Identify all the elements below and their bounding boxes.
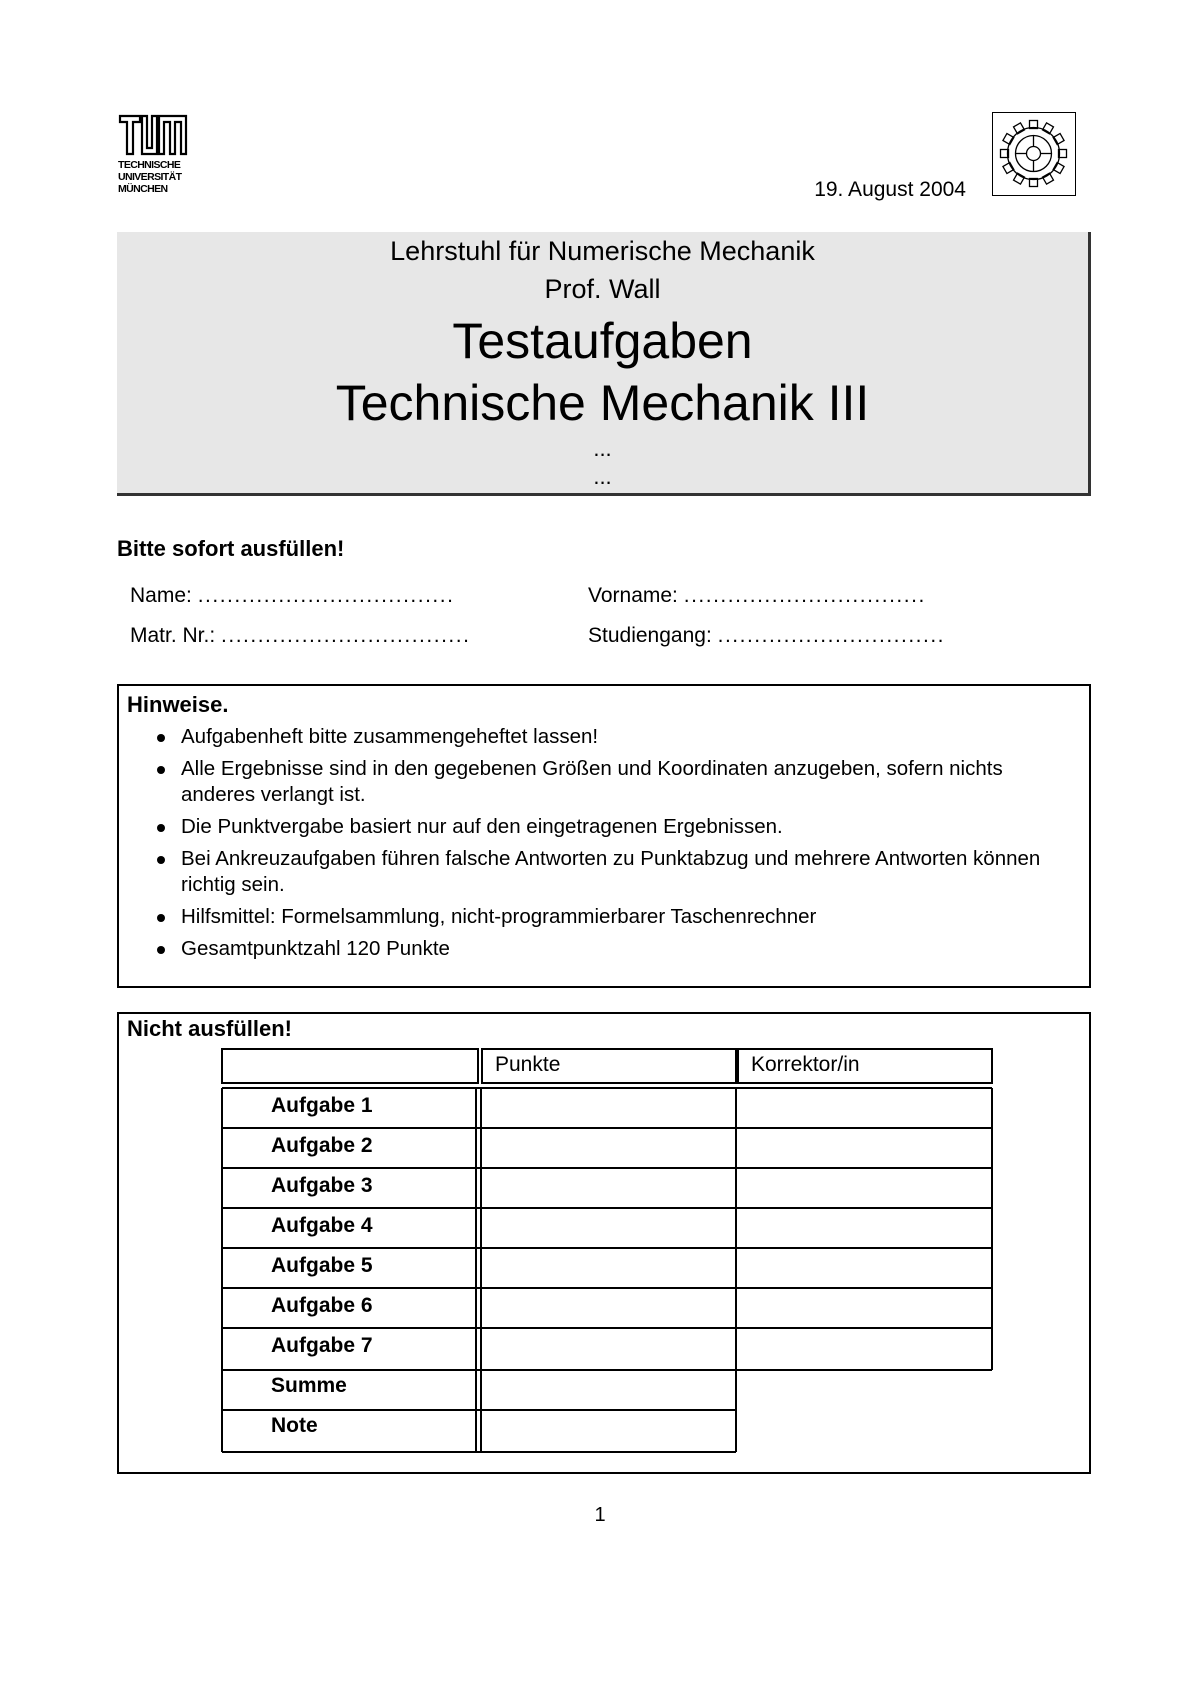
list-item — [119, 756, 1085, 808]
tum-logo — [118, 114, 194, 200]
professor-name: Prof. Wall — [544, 274, 661, 304]
note-text: Gesamtpunktzahl 120 Punkte — [181, 937, 450, 960]
firstname-field[interactable] — [588, 584, 926, 608]
list-item — [119, 846, 1085, 898]
list-item — [119, 724, 1085, 750]
note-text: Hilfsmittel: Formelsammlung, nicht-programmierbarer Taschenrechner — [181, 905, 817, 928]
table-row-summe: Summe — [271, 1374, 347, 1397]
table-row-aufgabe-5: Aufgabe 5 — [271, 1254, 373, 1277]
bullet-icon — [157, 824, 165, 832]
notes-heading: Hinweise. — [127, 692, 229, 717]
name-label: Name: — [130, 584, 192, 607]
list-item — [119, 936, 1085, 962]
document-date: 19. August 2004 — [814, 178, 966, 201]
logo-text-line3: MÜNCHEN — [118, 183, 168, 195]
course-title: Technische Mechanik III — [335, 375, 870, 431]
table-row-aufgabe-1: Aufgabe 1 — [271, 1094, 373, 1117]
note-text: Alle Ergebnisse sind in den gegebenen Größen und Koordinaten anzugeben, sofern nichts anderes verlangt ist. — [181, 757, 1003, 806]
score-heading: Nicht ausfüllen! — [127, 1016, 293, 1041]
document-title: Testaufgaben — [452, 313, 753, 369]
bullet-icon — [157, 766, 165, 774]
notes-list — [119, 724, 1085, 968]
logo-text-line2: UNIVERSITÄT — [118, 171, 182, 183]
notes-box — [117, 684, 1091, 988]
table-row-aufgabe-4: Aufgabe 4 — [271, 1214, 373, 1237]
table-row-aufgabe-7: Aufgabe 7 — [271, 1334, 373, 1357]
page-number: 1 — [594, 1504, 606, 1526]
name-field[interactable] — [130, 584, 454, 608]
header-ellipsis-1: ... — [593, 436, 612, 461]
note-text: Bei Ankreuzaufgaben führen falsche Antworten zu Punktabzug und mehrere Antworten können richtig sein. — [181, 847, 1041, 896]
bullet-icon — [157, 946, 165, 954]
table-row-note: Note — [271, 1414, 318, 1437]
note-text: Die Punktvergabe basiert nur auf den eingetragenen Ergebnissen. — [181, 815, 783, 838]
list-item — [119, 904, 1085, 930]
study-program-label: Studiengang: — [588, 624, 712, 647]
list-item — [119, 814, 1085, 840]
firstname-dotted-line: ................................. — [683, 584, 926, 607]
tum-logo-mark — [118, 114, 188, 156]
bullet-icon — [157, 734, 165, 742]
study-program-field[interactable] — [588, 624, 945, 648]
points-column-header: Punkte — [481, 1048, 737, 1084]
bullet-icon — [157, 856, 165, 864]
matriculation-field[interactable] — [130, 624, 470, 648]
bullet-icon — [157, 914, 165, 922]
matriculation-label: Matr. Nr.: — [130, 624, 216, 647]
note-text: Aufgabenheft bitte zusammengeheftet lassen! — [181, 725, 599, 748]
corrector-column-header: Korrektor/in — [737, 1048, 993, 1084]
firstname-label: Vorname: — [588, 584, 678, 607]
title-block — [117, 232, 1091, 496]
fill-in-heading: Bitte sofort ausfüllen! — [117, 536, 345, 561]
university-seal — [992, 112, 1076, 196]
logo-text-line1: TECHNISCHE — [118, 159, 181, 171]
study-program-dotted-line: ............................... — [717, 624, 945, 647]
name-dotted-line: ................................... — [197, 584, 455, 607]
matriculation-dotted-line: .................................. — [221, 624, 471, 647]
table-row-aufgabe-3: Aufgabe 3 — [271, 1174, 373, 1197]
header-ellipsis-2: ... — [593, 464, 612, 489]
score-box — [117, 1012, 1091, 1474]
table-row-aufgabe-6: Aufgabe 6 — [271, 1294, 373, 1317]
score-table-grid — [119, 1014, 1089, 1472]
chair-name: Lehrstuhl für Numerische Mechanik — [390, 236, 815, 266]
gear-icon — [993, 113, 1074, 194]
table-row-aufgabe-2: Aufgabe 2 — [271, 1134, 373, 1157]
